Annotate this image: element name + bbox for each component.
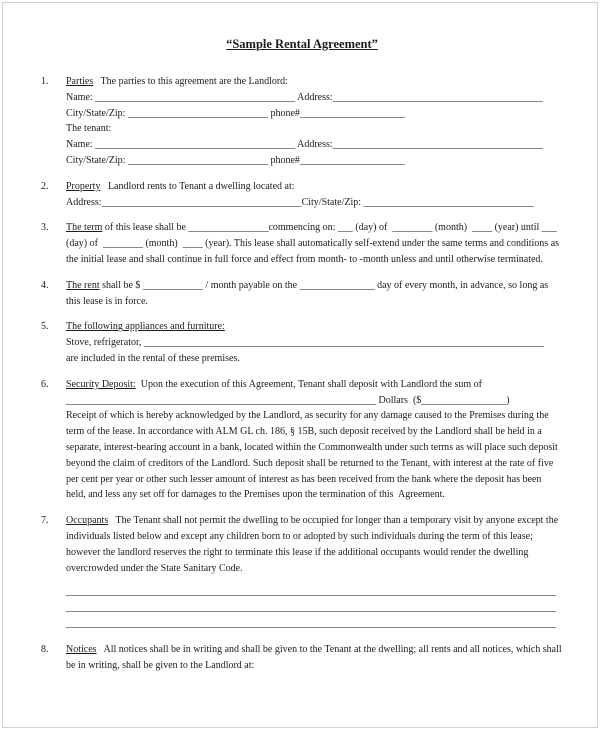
section-heading: The following appliances and furniture: (66, 321, 225, 333)
text-run: Address: (295, 139, 333, 151)
section-heading: Occupants (66, 515, 109, 527)
text-run: ) (506, 394, 510, 406)
blank-field: ________________________________________________________________________________ (143, 337, 544, 349)
blank-field: ____________________________ (127, 107, 268, 119)
section-heading: Notices (66, 643, 97, 655)
blank-field: ________________ (188, 222, 269, 234)
text-run: are included in the rental of these premises. (66, 352, 240, 364)
section-body (66, 74, 563, 169)
blank-field: ___ (337, 222, 353, 234)
text-run: / month payable on the (202, 279, 300, 291)
section-heading: The rent (66, 279, 100, 291)
text-run: (year). This lease shall automatically self-extend under the same terms and conditions as the initial lease and shall continue in full force and effect from month- to -month unless and until otherwise terminated. (66, 238, 562, 265)
text-line (66, 600, 563, 616)
text-run: day of every month, in advance, so long as this lease is in force. (66, 279, 551, 307)
blank-field: __________________________________________________________________________________________________ (66, 617, 556, 629)
text-run: phone# (267, 107, 300, 119)
section-body (66, 220, 563, 267)
text-run: City/State/Zip: (301, 196, 364, 208)
section-number: 2. (41, 180, 49, 192)
section-heading: Security Deposit: (66, 378, 136, 390)
text-line (66, 195, 563, 211)
agreement-section (41, 319, 563, 366)
blank-field: ____________________________ (127, 154, 268, 166)
text-run: Stove, refrigerator, (66, 337, 144, 349)
agreement-section (41, 513, 563, 632)
text-run: commencing on: (268, 222, 338, 234)
blank-field: _______________ (299, 279, 375, 291)
blank-field: __________________________________________ (332, 139, 543, 151)
text-line (66, 90, 563, 106)
section-heading: Property (66, 180, 101, 192)
text-run: Name: (66, 91, 96, 103)
text-line (66, 137, 563, 153)
text-line (66, 393, 563, 409)
text-run: City/State/Zip: (66, 107, 128, 119)
text-line (66, 278, 563, 310)
blank-field: ________ (102, 238, 143, 250)
text-line (66, 616, 563, 632)
text-run: Landlord rents to Tenant a dwelling located at: (100, 180, 295, 192)
text-run: (day) of (352, 222, 393, 234)
text-line (66, 319, 563, 335)
section-heading: The term (66, 222, 103, 234)
blank-field: _____________________ (299, 154, 405, 166)
text-run: Upon the execution of this Agreement, Tenant shall deposit with Landlord the sum of (135, 378, 482, 390)
agreement-section (41, 642, 563, 674)
agreement-section (41, 179, 563, 211)
text-run: (month) (432, 222, 473, 234)
blank-field: ___ (541, 222, 557, 234)
agreement-section (41, 74, 563, 169)
text-run: The tenant: (66, 123, 112, 135)
text-run: The Tenant shall not permit the dwelling to be occupied for longer than a temporary visit by anyone except the individuals listed below and except any children born to or adopted by such individuals during the term of this lease; however the landlord reserves the right to terminate this lease if the additional occupants would render the dwelling overcrowded under the State Sanitary Code. (66, 515, 561, 574)
agreement-section (41, 220, 563, 267)
text-line (66, 220, 563, 267)
text-line (66, 179, 563, 195)
section-body (66, 278, 563, 310)
text-line (66, 74, 563, 90)
blank-field: __________________________________________________________________________________________________ (66, 602, 556, 614)
text-run: Address: (295, 91, 333, 103)
section-body (66, 513, 563, 632)
sections-container (41, 74, 563, 673)
text-run: shall be $ (99, 279, 143, 291)
blank-field: ______________________________________________________________ (66, 394, 376, 406)
text-line (66, 121, 563, 137)
text-run: City/State/Zip: (66, 154, 128, 166)
section-number: 6. (41, 378, 49, 390)
section-body (66, 319, 563, 366)
blank-field: ____ (472, 222, 493, 234)
blank-field: ________________________________________ (95, 91, 296, 103)
text-line (66, 642, 563, 674)
text-run: (year) until (492, 222, 542, 234)
blank-field: ________ (392, 222, 433, 234)
blank-field: __________________________________ (363, 196, 534, 208)
agreement-section (41, 377, 563, 503)
text-run: of this lease shall be (102, 222, 189, 234)
document-title: “Sample Rental Agreement” (226, 37, 378, 51)
blank-field: ____________ (142, 279, 203, 291)
section-number: 3. (41, 222, 49, 234)
text-line (66, 153, 563, 169)
section-number: 5. (41, 321, 49, 333)
section-body (66, 642, 563, 674)
blank-field: __________________________________________ (332, 91, 543, 103)
section-number: 4. (41, 279, 49, 291)
text-line (66, 377, 563, 393)
text-run: All notices shall be in writing and shall be given to the Tenant at the dwelling; all rents and all notices, which shall be in writing, shall be given to the Landlord at: (66, 643, 565, 671)
blank-field: _____________________ (299, 107, 405, 119)
text-run: Name: (66, 139, 96, 151)
section-number: 7. (41, 515, 49, 527)
text-line (66, 513, 563, 576)
text-line (66, 408, 563, 503)
blank-field: __________________________________________________________________________________________________ (66, 586, 556, 598)
document-page (2, 2, 598, 728)
blank-field: ________________________________________ (95, 139, 296, 151)
section-number: 8. (41, 643, 49, 655)
section-heading: Parties (66, 76, 94, 87)
text-line (66, 584, 563, 600)
text-line (66, 335, 563, 351)
section-body (66, 377, 563, 503)
text-line (66, 106, 563, 122)
text-run: phone# (267, 154, 300, 166)
text-run: (day) of (66, 222, 560, 250)
text-run: Address: (66, 196, 102, 208)
text-run: Receipt of which is hereby acknowledged by the Landlord, as security for any damage caused to the Premises during the term of the lease. In accordance with ALM GL ch. 186, § 15B, such deposit received by the Landlord shall be held in a separate, interest-bearing account in a bank, located within the Commonwealth under such terms as will place such deposit beyond the claim of creditors of the Landlord. Such deposit shall be returned to the Tenant, with interest at the rate of five per cent per year or other such lesser amount of interest as has been received from the bank where the deposit has been held, and less any set off for damages to the Premises upon the termination of this Agreement. (66, 410, 561, 501)
blank-field: ____ (182, 238, 203, 250)
section-body (66, 179, 563, 211)
text-run: Dollars ($ (376, 394, 422, 406)
blank-field: ________________________________________ (101, 196, 302, 208)
text-run: The parties to this agreement are the Landlord: (93, 76, 288, 87)
agreement-section (41, 278, 563, 310)
text-line (66, 351, 563, 367)
blank-field: _________________ (421, 394, 507, 406)
section-number: 1. (41, 76, 49, 87)
text-run: (month) (142, 238, 183, 250)
